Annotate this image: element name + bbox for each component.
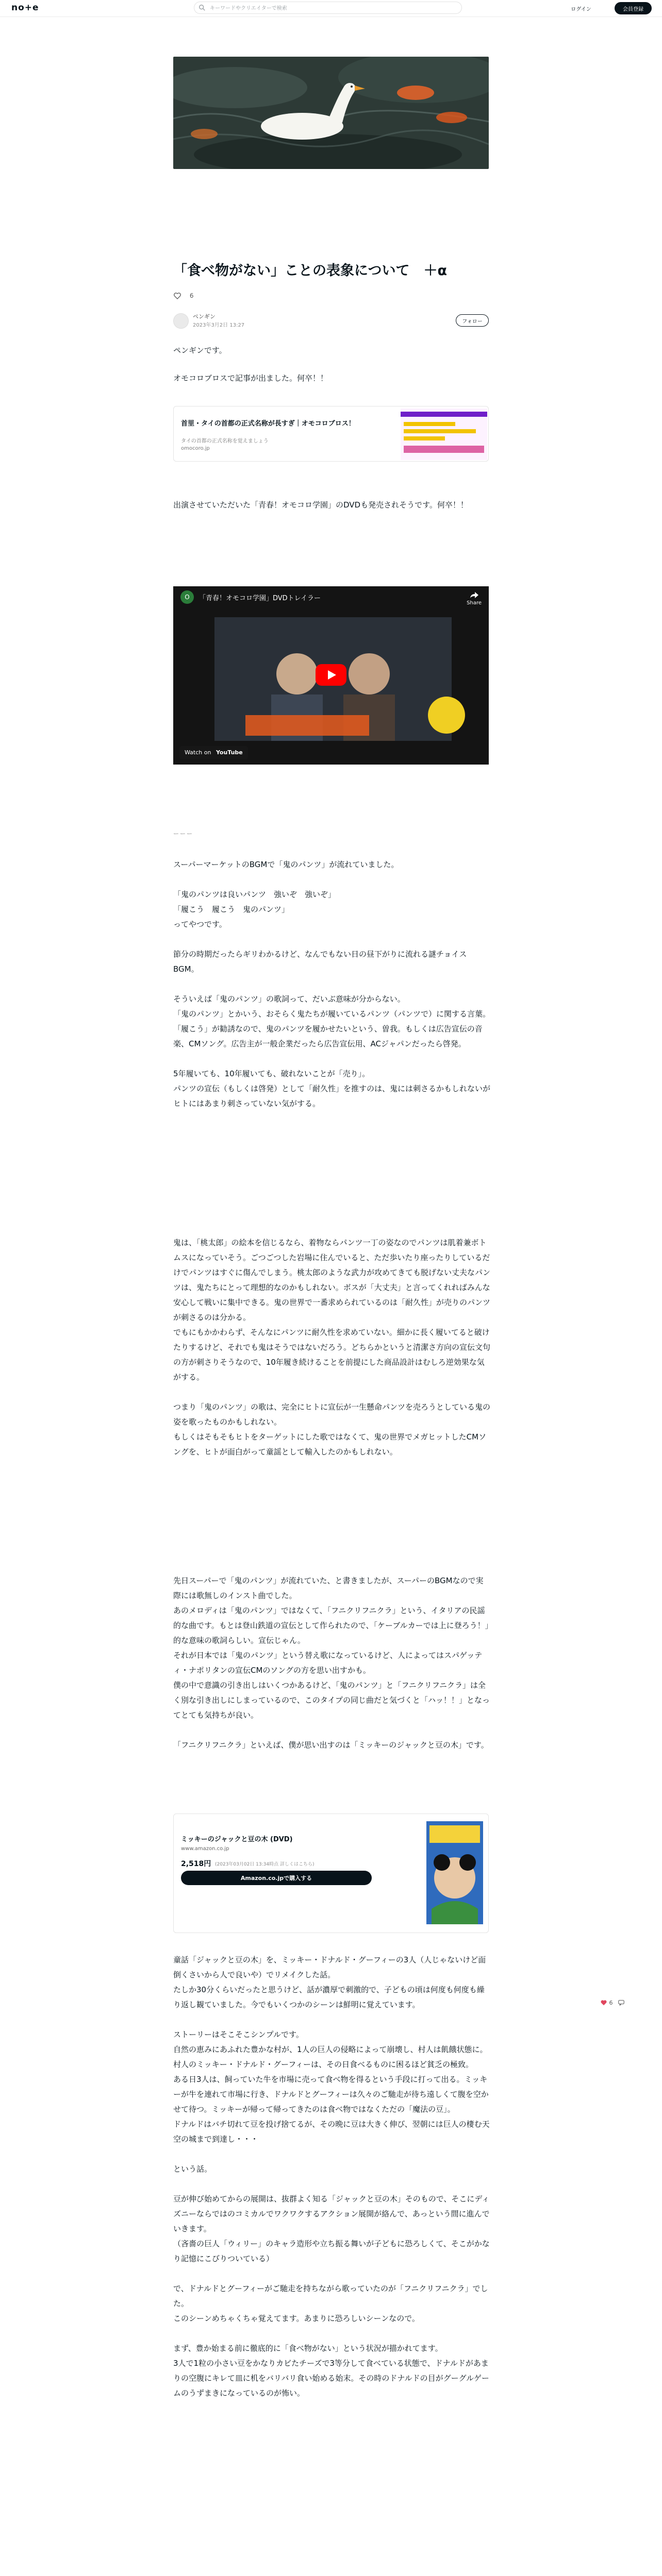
author-name[interactable]: ペンギン bbox=[193, 313, 216, 320]
heart-icon[interactable] bbox=[173, 292, 181, 300]
link-card-domain: omocoro.jp bbox=[181, 446, 210, 451]
paragraph-6: 先日スーパーで「鬼のパンツ」が流れていた、と書きましたが、スーパーのBGMなので実際には歌無しのインスト曲でした。 あのメロディは「鬼のパンツ」ではなくて、「フニクリフニクラ」という、イタリアの民謡的な曲です。もとは登山鉄道の宣伝として作られたので、「ケーブルカーでは上に登ろう！」的な意味の歌詞らしい。宣伝じゃん。 それが日本では「鬼のパンツ」という替え歌になっているけど、人によってはスパゲッティ・ナポリタンの宣伝CMのソングの方を思い出すかも。 僕の中で意識の引き出しはいくつかあるけど、「鬼のパンツ」と「フニクリフニクラ」は全く別な引き出しにしまっているので、このタイプの同じ曲だと気づくと「ハッ！！」となってとても気持ちが良い。 「フニクリフニクラ」といえば、僕が思い出すのは「ミッキーのジャックと豆の木」です。 bbox=[173, 1576, 490, 1750]
search-icon bbox=[198, 4, 206, 11]
search-input[interactable] bbox=[209, 3, 458, 13]
search-box[interactable] bbox=[194, 2, 462, 14]
paragraph-4: スーパーマーケットのBGMで「鬼のパンツ」が流れていました。 「鬼のパンツは良いパンツ 強いぞ 強いぞ」 「履こう 履こう 鬼のパンツ」 ってやつです。 節分の時期だったらギリわかるけど、なんでもない日の昼下がりに流れる謎チョイスBGM。 そういえば「鬼のパンツ」の歌詞って、だいぶ意味が分からない。 「鬼のパンツ」とかいう、おそらく鬼たちが履いているパンツ（パンツで）に関する言葉。 「履こう」が勧誘なので、鬼のパンツを履かせたいという、曽我。もしくは広告宣伝の音楽、CMソング。広告主が一般企業だったら広告宣伝用、ACジャパンだったら啓発。 5年履いても、10年履いても、破れないことが「売り」。 パンツの宣伝（もしくは啓発）として「耐久性」を推すのは、鬼には刺さるかもしれないがヒトにはあまり刺さっていない気がする。 bbox=[173, 860, 491, 1108]
youtube-embed[interactable] bbox=[173, 586, 489, 765]
paragraph-3: 出演させていただいた「青春！オモコロ学園」のDVDも発売されそうです。何卒！！ bbox=[173, 500, 468, 510]
link-card[interactable] bbox=[173, 406, 489, 462]
login-button[interactable]: ログイン bbox=[563, 3, 599, 14]
channel-avatar[interactable]: O bbox=[180, 590, 194, 604]
product-price: 2,518円 bbox=[181, 1860, 211, 1868]
link-card-title: 首里・タイの首都の正式名称が長すぎ｜オモコロブロス！ bbox=[181, 420, 355, 428]
link-card-thumbnail bbox=[401, 409, 487, 460]
like-row bbox=[173, 292, 193, 301]
watch-on-label: Watch on bbox=[185, 749, 211, 756]
buy-on-amazon-button[interactable]: Amazon.co.jpで購入する bbox=[181, 1871, 372, 1885]
section-separator: ーーー bbox=[173, 831, 193, 837]
comment-icon[interactable] bbox=[618, 1999, 625, 2006]
site-header bbox=[0, 0, 662, 17]
play-button[interactable] bbox=[316, 664, 346, 686]
paragraph-5: 鬼は、「桃太郎」の絵本を信じるなら、着物ならパンツ一丁の姿なのでパンツは肌着兼ボトムスになっていそう。ごつごつした岩場に住んでいると、ただ歩いたり座ったりしているだけでパンツはすぐに傷んでしまう。桃太郎のような武力が攻めてきても脱げない丈夫なパンツは、鬼たちにとって理想的なのかもしれない。ボスが「大丈夫」と言ってくれればみんな安心して戦いに集中できる。鬼の世界で一番求められているのは「耐久性」が売りのパンツが刺さるのは分かる。 でもにもかかわらず、そんなにパンツに耐久性を求めていない。細かに長く履いてると破けたりするけど、それでも鬼はそうではないだろう。どちらかというと清潔さ方向の宣伝文句の方が刺さりそうなので、10年履き続けることを前提にした商品設計はむしろ逆効果な気がする。 つまり「鬼のパンツ」の歌は、完全にヒトに宣伝が一生懸命パンツを売ろうとしている鬼の姿を歌ったものかもしれない。 もしくはそもそもヒトをターゲットにした歌ではなくて、鬼の世界でメガヒットしたCMソングを、ヒトが面白がって童謡として輸入したのかもしれない。 bbox=[173, 1238, 491, 1456]
follow-button[interactable]: フォロー bbox=[456, 314, 489, 327]
product-title: ミッキーのジャックと豆の木 (DVD) bbox=[181, 1836, 293, 1843]
like-count: 6 bbox=[189, 292, 194, 299]
hero-image bbox=[173, 57, 489, 169]
product-image bbox=[426, 1821, 483, 1924]
paragraph-1: ペンギンです。 bbox=[173, 346, 227, 355]
price-note: (2023年03月02日 13:34時点 詳しくはこちら) bbox=[215, 1862, 315, 1867]
share-icon bbox=[470, 591, 479, 599]
youtube-logo: YouTube bbox=[216, 749, 243, 756]
video-title[interactable]: 「青春！オモコロ学園」DVDトレイラー bbox=[199, 595, 321, 602]
author-avatar[interactable] bbox=[173, 313, 189, 329]
share-label: Share bbox=[467, 600, 482, 606]
floating-actions bbox=[600, 1999, 625, 2006]
link-card-desc: タイの首都の正式名称を覚えましょう bbox=[181, 438, 269, 444]
product-domain: www.amazon.co.jp bbox=[181, 1846, 229, 1852]
watch-on-youtube[interactable] bbox=[179, 746, 248, 759]
note-logo[interactable]: no+e bbox=[11, 3, 39, 13]
floating-heart-icon[interactable] bbox=[600, 1999, 607, 2006]
floating-like-count: 6 bbox=[609, 1999, 613, 2006]
article-title: 「食べ物がない」ことの表象について ＋α bbox=[173, 263, 448, 279]
signup-button[interactable]: 会員登録 bbox=[615, 2, 652, 14]
paragraph-7: 童話「ジャックと豆の木」を、ミッキー・ドナルド・グーフィーの3人（人じゃないけど面倒くさいから人で良いや）でリメイクした話。 たしか30分くらいだったと思うけど、話が濃厚で刺激的で、子どもの頃は何度も何度も繰り返し観ていました。今でもいくつかのシーンは鮮明に覚えています。 ストーリーはそこそこシンプルです。 自然の恵みにあふれた豊かな村が、1人の巨人の侵略によって崩壊し、村人は飢餓状態に。 村人のミッキー・ドナルド・グーフィーは、その日食べるものに困るほど貧乏の極致。 ある日3人は、飼っていた牛を市場に売って食べ物を得るという手段に打って出る。ミッキーが牛を連れて市場に行き、ドナルドとグーフィーは久々のご馳走が待ち遠しくて腹を空かせて待つ。ミッキーが帰って帰ってきたのは食べ物ではなくただの「魔法の豆」。 ドナルドはバチ切れて豆を投げ捨てるが、その晩に豆は大きく伸び、翌朝には巨人の棲む天空の城まで到達し・・・ という話。 豆が伸び始めてからの展開は、抜群よく知る「ジャックと豆の木」そのもので、そこにディズニーならではのコミカルでワクワクするアクション展開が絡んで、あっという間に進んでいきます。 （吝嗇の巨人「ウィリー」のキャラ造形や立ち振る舞いが子どもに恐ろしくて、そこがかなり記憶にこびりついている） で、ドナルドとグーフィーがご馳走を持ちながら歌っていたのが「フニクリフニクラ」でした。 このシーンめちゃくちゃ覚えてます。あまりに恐ろしいシーンなので。 まず、豊か始まる前に徹底的に「食べ物がない」という状況が描かれてます。 3人で1粒の小さい豆をかなりカビたチーズで3等分して食べている状態で、ドナルドがあまりの空腹にキレて皿に机をバリバリ食い始める始末。その時のドナルドの目がグーグルゲームのうずまきになっているのが怖い。 bbox=[173, 1955, 490, 2398]
amazon-product-card[interactable] bbox=[173, 1814, 489, 1933]
publish-date: 2023年3月2日 13:27 bbox=[193, 323, 245, 328]
share-button[interactable] bbox=[467, 591, 482, 606]
paragraph-2: オモコロブロスで記事が出ました。何卒！！ bbox=[173, 374, 328, 383]
